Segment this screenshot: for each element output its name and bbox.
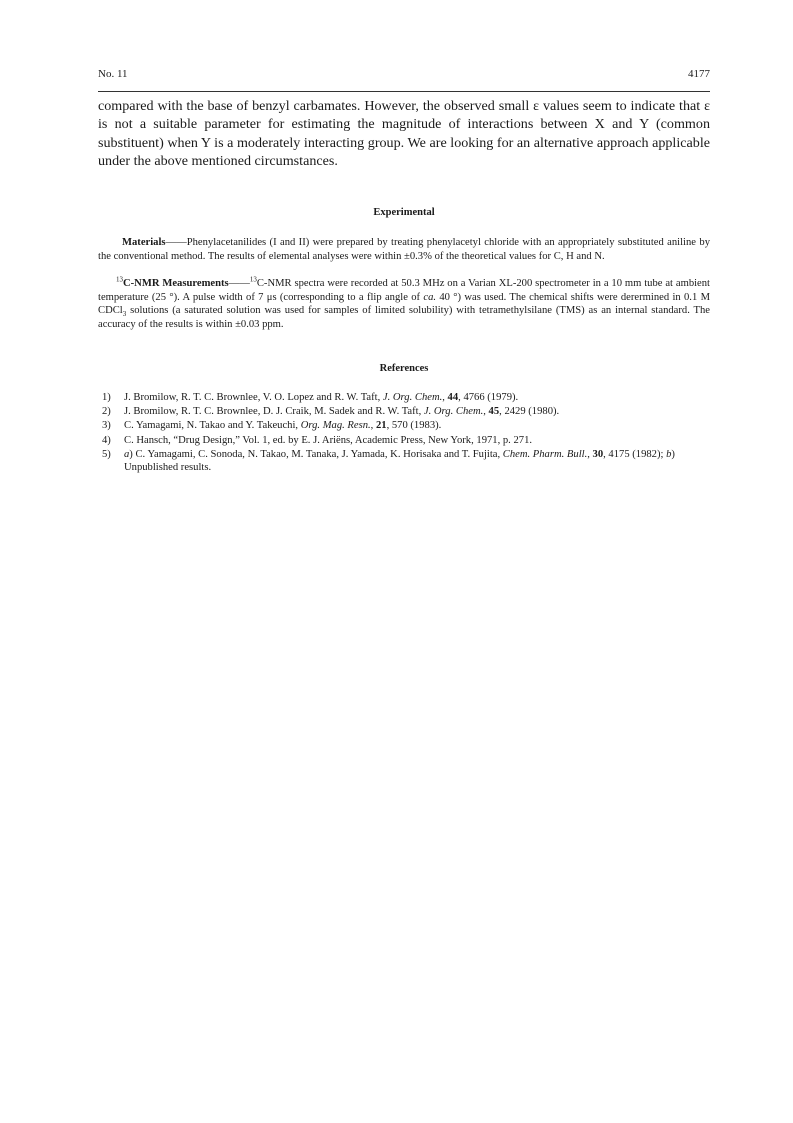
experimental-heading: Experimental <box>373 207 435 218</box>
reference-rest-2: ) Unpublished results. <box>124 448 675 474</box>
nmr-label: C-NMR Measurements <box>123 278 229 289</box>
reference-volume: 30 <box>592 448 604 460</box>
materials-dash: —— <box>165 237 187 248</box>
reference-authors: ) C. Yamagami, C. Sonoda, N. Takao, M. Tanaka, J. Yamada, K. Horisaka and T. Fujita, <box>129 448 503 460</box>
reference-volume: 21 <box>375 420 387 432</box>
reference-part-a: a <box>124 448 130 460</box>
nmr-dash: —— <box>228 278 250 289</box>
running-head <box>98 67 710 81</box>
page-number: 4177 <box>688 68 710 80</box>
nmr-text-1: C-NMR spectra were recorded at 50.3 MHz on a Varian XL-200 spectrometer in a 10 mm tube at ambient temperature (25 °). A pulse width of 7 μs (corresponding to a flip angle of <box>98 278 711 303</box>
intro-paragraph: compared with the base of benzyl carbamates. However, the observed small ε values seem to indicate that ε is not a suitable parameter for estimating the magnitude of interactions between X and Y (common substituent) when Y is a moderately interacting group. We are looking for an alternative approach applicable under the above mentioned circumstances. <box>98 98 710 169</box>
reference-authors: C. Yamagami, N. Takao and Y. Takeuchi, <box>124 420 301 432</box>
journal-issue-number: No. 11 <box>98 68 128 80</box>
materials-label: Materials <box>122 237 166 248</box>
reference-rest: , 2429 (1980). <box>499 406 560 418</box>
nmr-paragraph <box>98 277 710 331</box>
reference-rest: , 4766 (1979). <box>458 392 519 403</box>
nmr-isotope-sup: 13 <box>116 275 123 284</box>
nmr-text-3: solutions (a saturated solution was used for samples of limited solubility) with tetramethylsilane (TMS) as an internal standard. The accuracy of the results is within ±0.03 ppm. <box>98 305 710 330</box>
reference-rest: , 570 (1983). <box>386 420 442 432</box>
reference-number: 2) <box>102 406 111 418</box>
reference-item-5: 5) a) C. Yamagami, C. Sonoda, N. Takao, M. Tanaka, J. Yamada, K. Horisaka and T. Fujita, Chem. Pharm. Bull., 30, 4175 (1982); b) Unpublished results. <box>102 448 675 474</box>
reference-item-4 <box>98 434 710 448</box>
reference-list <box>98 391 710 476</box>
nmr-isotope-sup-2: 13 <box>249 275 257 284</box>
reference-journal: Chem. Pharm. Bull. <box>502 448 588 460</box>
reference-text: C. Hansch, “Drug Design,” Vol. 1, ed. by E. J. Ariëns, Academic Press, New York, 1971, p. 271. <box>124 434 533 446</box>
reference-authors: J. Bromilow, R. T. C. Brownlee, D. J. Craik, M. Sadek and R. W. Taft, <box>124 406 424 418</box>
reference-item-1: 1) J. Bromilow, R. T. C. Brownlee, V. O. Lopez and R. W. Taft, J. Org. Chem., 44, 4766 (1979). <box>102 392 519 403</box>
nmr-text-2: 40 °) was used. The chemical shifts were derermined in 0.1 M CDCl <box>98 291 710 317</box>
reference-volume: 45 <box>488 406 500 418</box>
reference-rest: , 4175 (1982); <box>603 448 667 460</box>
reference-authors: J. Bromilow, R. T. C. Brownlee, V. O. Lopez and R. W. Taft, <box>124 392 383 403</box>
reference-volume: 44 <box>447 392 459 403</box>
reference-number: 1) <box>102 392 111 403</box>
reference-journal: J. Org. Chem. <box>423 406 484 418</box>
reference-number: 4) <box>102 434 111 446</box>
reference-number: 3) <box>102 420 111 432</box>
header-rule <box>98 91 710 92</box>
nmr-sub: 3 <box>122 310 127 319</box>
reference-journal: Org. Mag. Resn. <box>300 420 371 432</box>
materials-text: Phenylacetanilides (I and II) were prepared by treating phenylacetyl chloride with an appropriately substituted aniline by the conventional method. The results of elemental analyses were within ±0.3% of the theoretical values for C, H and N. <box>98 237 710 262</box>
materials-paragraph <box>98 236 710 263</box>
reference-number: 5) <box>102 448 111 460</box>
nmr-ca: ca. <box>423 291 437 303</box>
reference-item-2: 2) J. Bromilow, R. T. C. Brownlee, D. J. Craik, M. Sadek and R. W. Taft, J. Org. Chem., 45, 2429 (1980). <box>102 406 560 418</box>
reference-journal: J. Org. Chem. <box>382 392 443 403</box>
reference-item-3: 3) C. Yamagami, N. Takao and Y. Takeuchi, Org. Mag. Resn., 21, 570 (1983). <box>102 420 442 432</box>
reference-part-b: b <box>666 448 672 460</box>
references-heading: References <box>379 363 429 374</box>
